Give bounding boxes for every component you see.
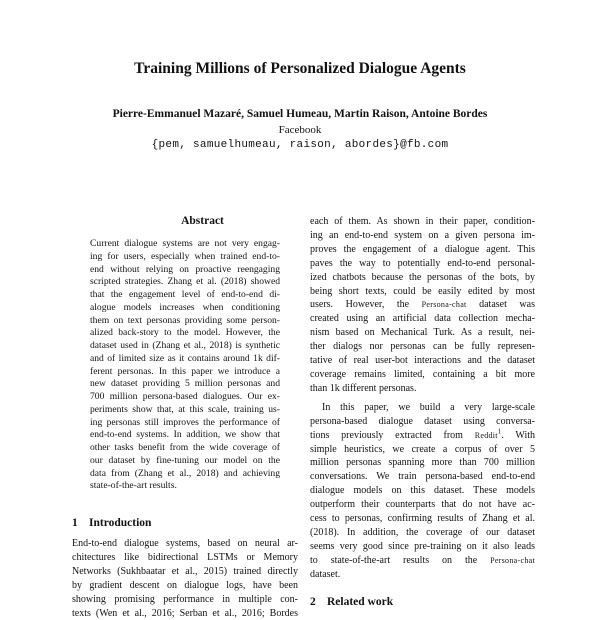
text-line: end without relying on proactive reengaging — [90, 263, 280, 275]
text-line: than 1k different personas. — [310, 382, 417, 394]
text-line: dataset. — [310, 568, 341, 580]
text-line: data from (Zhang et al., 2018) and achieving — [90, 467, 280, 479]
abstract-body — [90, 238, 280, 493]
paragraph-1b — [310, 312, 535, 395]
paragraph-2a — [310, 401, 535, 429]
text-line: alogue models increases when conditioning — [90, 301, 280, 313]
text-line: created using an artificial data collection mecha- — [310, 313, 535, 325]
text-line: persona-based dialogue dataset using conversa- — [310, 415, 535, 427]
section-number: 2 — [310, 595, 316, 608]
text-line: to state-of-the-art results on the Persona-chat — [310, 554, 535, 566]
text-line: new dataset providing 5 million personas and — [90, 378, 280, 390]
persona-chat-name: Persona-chat — [421, 300, 467, 310]
text-line: being short texts, could be easily edited by most — [310, 285, 535, 297]
text-line: that the engagement level of end-to-end di- — [90, 289, 280, 300]
text-line: nism based on Mechanical Turk. As a result, nei- — [310, 327, 535, 339]
reddit-name: Reddit — [474, 430, 498, 440]
text-line: seems very good since pre-training on it also leads — [310, 540, 535, 552]
text-line: end-to-end systems. In addition, we show that — [90, 429, 280, 441]
text-line: and of limited size as it contains around 1k dif- — [90, 352, 280, 364]
section-title: Introduction — [89, 517, 152, 529]
text-line: paves the way to potentially end-to-end personal- — [310, 257, 535, 269]
text-line: million personas spanning more than 700 million — [310, 457, 535, 469]
text-line: ferent personas. In this paper we introduce a — [90, 365, 280, 377]
text-line: chitectures like bidirectional LSTMs or Memory — [72, 551, 298, 563]
text-line: (2018). In addition, the coverage of our dataset — [310, 526, 535, 538]
text-line: simple heuristics, we create a corpus of over 5 — [310, 443, 535, 455]
abstract-heading: Abstract — [181, 215, 224, 227]
text-line: dataset used in (Zhang et al., 2018) is synthetic — [90, 340, 280, 351]
text-line: proves the engagement of a dialogue agent. This — [310, 243, 535, 255]
text-line: outperform their counterparts that do not have ac- — [310, 499, 535, 511]
text-line: other tasks benefit from the wide coverage of — [90, 442, 280, 453]
text-line: ing personas still improves the performance of — [90, 416, 280, 428]
text-line: ing an end-to-end system on a given persona im- — [310, 229, 535, 241]
paragraph-2b — [310, 443, 535, 554]
text-line: texts (Wen et al., 2016; Serban et al., 2016; Bordes — [72, 607, 298, 619]
introduction-body — [72, 537, 298, 620]
text-line: ized chatbots because the personas of the bots, by — [310, 271, 535, 283]
author-list: Pierre-Emmanuel Mazaré, Samuel Humeau, Martin Raison, Antoine Bordes — [112, 108, 488, 120]
persona-chat-name: Persona-chat — [490, 555, 535, 565]
text-line: showing promising performance in multiple con- — [72, 593, 298, 605]
text-line: them on text personas providing some person- — [90, 314, 280, 326]
text-line: coverage remains limited, containing a bit more — [310, 368, 535, 380]
paragraph-1a — [310, 215, 535, 298]
related-work-heading — [310, 596, 535, 608]
introduction-section — [72, 517, 298, 620]
text-line: cess to personas, confirming results of Zhang et al. — [310, 513, 535, 525]
text-line: each of them. As shown in their paper, condition- — [310, 216, 535, 227]
text-line: Networks (Sukhbaatar et al., 2015) trained directly — [72, 565, 298, 577]
text-line: periments show that, at this scale, training us- — [90, 403, 280, 415]
footnote-mark: 1 — [497, 427, 502, 436]
section-number: 1 — [72, 517, 78, 529]
text-line: tions previously extracted from Reddit$^1$. With — [310, 427, 535, 441]
text-line: dialogue models on this dataset. These models — [310, 485, 535, 497]
text-line: ing for users, especially when trained end-to- — [90, 250, 280, 262]
affiliation: Facebook — [278, 124, 322, 136]
text-line: tative of real user-bot interactions and the dataset — [310, 355, 535, 367]
text-line: End-to-end dialogue systems, based on neural ar- — [72, 538, 298, 549]
text-line: scripted strategies. Zhang et al. (2018) showed — [90, 276, 280, 288]
text-line: Current dialogue systems are not very engag- — [90, 238, 280, 249]
author-emails: {pem, samuelhumeau, raison, abordes}@fb.com — [151, 139, 449, 151]
text-line: alized back-story to the model. However, the — [90, 327, 280, 339]
text-line: In this paper, we build a very large-scale — [322, 401, 535, 413]
paper-title: Training Millions of Personalized Dialogue Agents — [134, 60, 466, 77]
text-line: ther dialogs nor personas can be fully represen- — [310, 341, 535, 353]
text-line: users. However, the Persona-chat dataset was — [310, 299, 535, 311]
introduction-heading — [72, 517, 298, 529]
text-line: state-of-the-art results. — [90, 480, 177, 492]
text-line: our dataset by fine-tuning our model on the — [90, 454, 280, 466]
text-line: 700 million persona-based dialogues. Our ex- — [90, 391, 280, 402]
text-line: by gradient descent on dialogue logs, have been — [72, 579, 298, 591]
section-title: Related work — [327, 595, 394, 608]
right-column — [310, 215, 535, 608]
text-line: conversations. We train persona-based end-to-end — [310, 471, 535, 483]
